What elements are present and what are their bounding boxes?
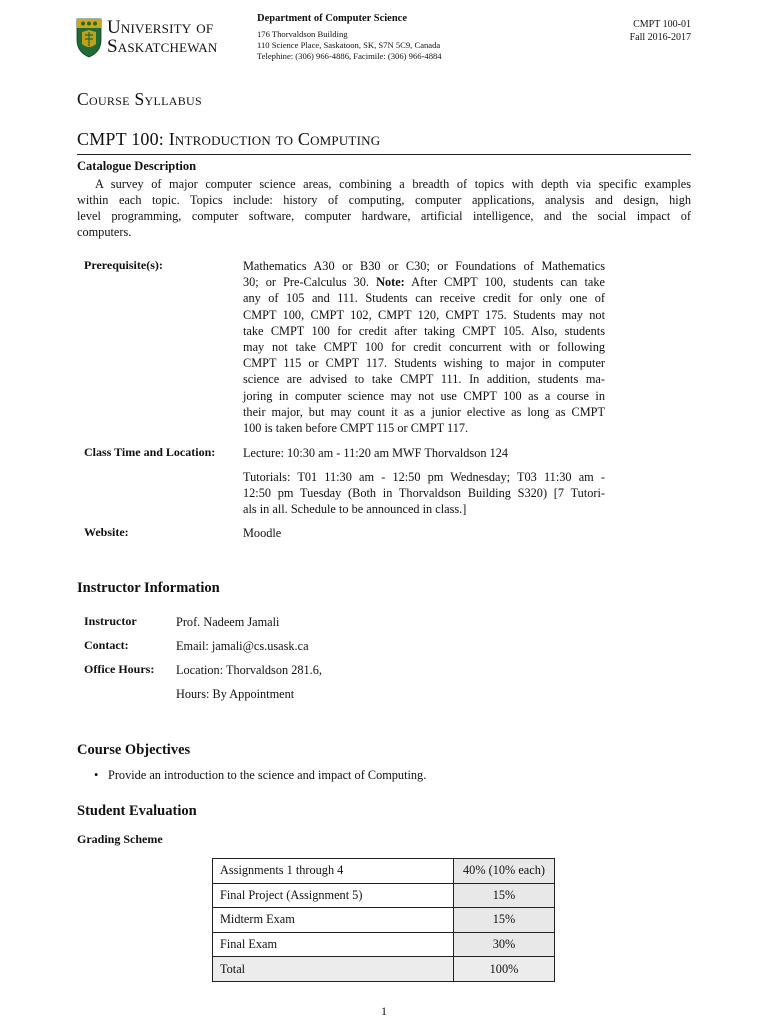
grading-weight: 40% (10% each) xyxy=(454,859,555,884)
class-time-label: Class Time and Location: xyxy=(84,445,216,459)
instructor-name: Prof. Nadeem Jamali xyxy=(176,615,280,629)
university-crest-icon xyxy=(76,18,102,58)
website-label: Website: xyxy=(84,525,129,539)
department-name: Department of Computer Science xyxy=(257,13,407,24)
syllabus-kicker: Course Syllabus xyxy=(77,89,202,109)
catalogue-line: within each topic. Topics include: history of computing, computer applications, analysis and design, high xyxy=(77,193,691,207)
objective-bullet-icon: • xyxy=(94,768,99,782)
grading-item: Midterm Exam xyxy=(213,908,454,933)
catalogue-heading: Catalogue Description xyxy=(77,159,197,173)
contact-label: Contact: xyxy=(84,638,129,652)
prereq-line: 100 is taken before CMPT 115 or CMPT 117. xyxy=(243,421,469,436)
prereq-note-label: Note: xyxy=(376,275,405,290)
catalogue-line: A survey of major computer science areas, combining a breadth of topics with depth via specific examples xyxy=(95,177,691,191)
course-code: CMPT 100-01 xyxy=(633,19,691,30)
grading-weight: 30% xyxy=(454,932,555,957)
university-name-line2: Saskatchewan xyxy=(107,36,218,57)
course-title: CMPT 100: Introduction to Computing xyxy=(77,129,381,149)
prereq-line-note xyxy=(243,274,605,290)
prereq-line: CMPT 115 or CMPT 117. Students wishing to major in computer xyxy=(243,356,605,371)
grading-scheme-heading: Grading Scheme xyxy=(77,832,163,846)
university-logo xyxy=(76,18,276,60)
university-name-line1: University of xyxy=(107,17,214,38)
office-hours-label: Office Hours: xyxy=(84,662,155,676)
address-line-2: 110 Science Place, Saskatoon, SK, S7N 5C9, Canada xyxy=(257,40,441,50)
evaluation-heading: Student Evaluation xyxy=(77,803,197,819)
grading-table xyxy=(212,858,555,982)
prereq-line: joring in computer science may not use CMPT 100 as a course in xyxy=(243,388,605,403)
office-location: Location: Thorvaldson 281.6, xyxy=(176,663,322,677)
instructor-label: Instructor xyxy=(84,614,137,628)
tutorial-times xyxy=(243,469,605,518)
prerequisite-label: Prerequisite(s): xyxy=(84,258,163,272)
grading-weight: 15% xyxy=(454,883,555,908)
tutorial-line: 12:50 pm Tuesday (Both in Thorvaldson Building S320) [7 Tutori- xyxy=(243,486,605,501)
prerequisite-text xyxy=(243,258,605,436)
table-row xyxy=(213,932,555,957)
catalogue-line: computers. xyxy=(77,225,132,239)
course-term: Fall 2016-2017 xyxy=(629,32,691,43)
prereq-line: may not take CMPT 100 for credit concurrent with or following xyxy=(243,340,605,355)
website-value: Moodle xyxy=(243,526,282,540)
address-line-1: 176 Thorvaldson Building xyxy=(257,29,348,39)
prereq-line: any of 105 and 111. Students can receive credit for only one of xyxy=(243,291,605,306)
objective-item: Provide an introduction to the science and impact of Computing. xyxy=(108,768,427,782)
address-line-3: Telephine: (306) 966-4886, Facimile: (306) 966-4884 xyxy=(257,51,442,61)
table-row xyxy=(213,908,555,933)
prereq-line: their major, but may count it as a junior elective as long as CMPT xyxy=(243,404,605,419)
prereq-line: CMPT 100, CMPT 102, CMPT 120, CMPT 175. Students may not xyxy=(243,307,605,322)
catalogue-line: level programming, computer software, computer hardware, artificial intelligence, and the social impact of xyxy=(77,209,691,223)
grading-item: Assignments 1 through 4 xyxy=(213,859,454,884)
prereq-line: science are advised to take CMPT 111. In addition, students ma- xyxy=(243,372,605,387)
contact-email: Email: jamali@cs.usask.ca xyxy=(176,639,309,653)
instructor-heading: Instructor Information xyxy=(77,580,220,596)
table-row-total xyxy=(213,957,555,982)
title-rule xyxy=(77,154,691,155)
lecture-time: Lecture: 10:30 am - 11:20 am MWF Thorvaldson 124 xyxy=(243,446,509,460)
grading-weight: 15% xyxy=(454,908,555,933)
tutorial-line: als in all. Schedule to be announced in class.] xyxy=(243,502,467,517)
course-code-block xyxy=(630,18,691,44)
table-row xyxy=(213,859,555,884)
grading-item: Total xyxy=(213,957,454,982)
table-row xyxy=(213,883,555,908)
page-number: 1 xyxy=(381,1004,387,1018)
grading-weight: 100% xyxy=(454,957,555,982)
prereq-line2-pre: 30; or Pre-Calculus 30. xyxy=(243,275,377,290)
prereq-line: take CMPT 100 for credit after taking CMPT 105. Also, students xyxy=(243,323,605,338)
university-name xyxy=(107,18,217,56)
prereq-line: Mathematics A30 or B30 or C30; or Foundations of Mathematics xyxy=(243,259,605,273)
grading-item: Final Exam xyxy=(213,932,454,957)
catalogue-description xyxy=(77,176,691,240)
objectives-heading: Course Objectives xyxy=(77,742,191,758)
tutorial-line: Tutorials: T01 11:30 am - 12:50 pm Wednesday; T03 11:30 am - xyxy=(243,470,605,484)
prereq-line2-post: After CMPT 100, students can take xyxy=(404,275,605,290)
grading-item: Final Project (Assignment 5) xyxy=(213,883,454,908)
office-hours: Hours: By Appointment xyxy=(176,687,295,701)
